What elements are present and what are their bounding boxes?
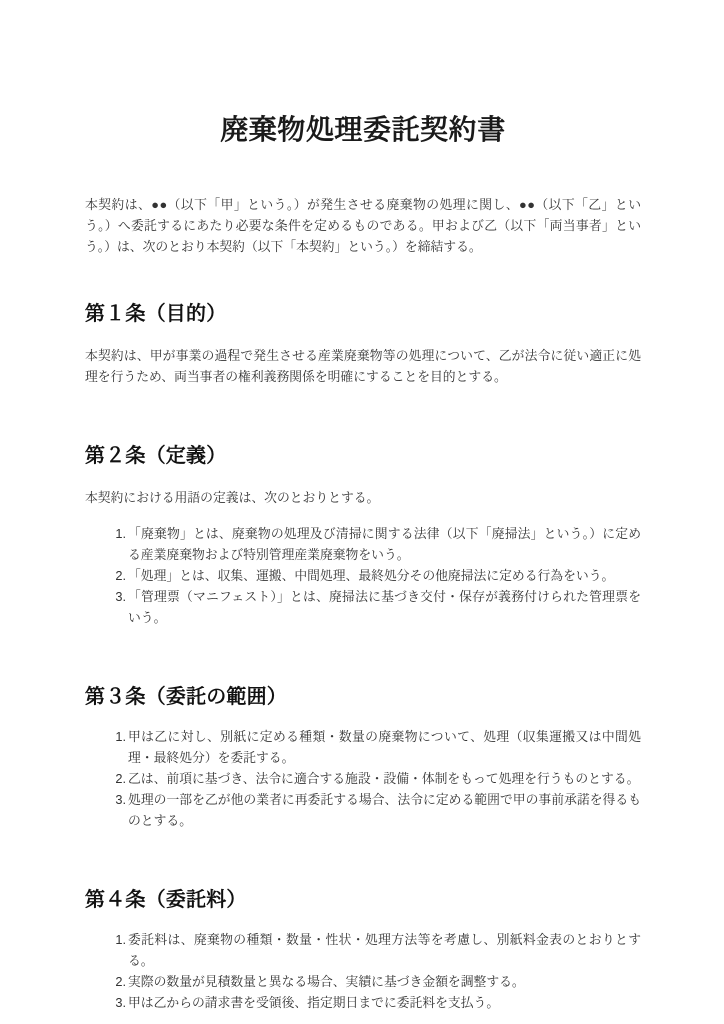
clause-item: 「処理」とは、収集、運搬、中間処理、最終処分その他廃掃法に定める行為をいう。: [128, 568, 615, 583]
article-heading-2: 第２条（定義）: [85, 445, 227, 467]
clause-item: 「管理票（マニフェスト）」とは、廃掃法に基づき交付・保存が義務付けられた管理票をいう。: [128, 589, 641, 625]
document-title: 廃棄物処理委託契約書: [220, 114, 506, 145]
clause-item: 乙は、前項に基づき、法令に適合する施設・設備・体制をもって処理を行うものとする。: [128, 771, 640, 786]
article-section-4: [85, 831, 641, 1013]
article-heading-4: 第４条（委託料）: [85, 889, 247, 911]
article-clause-list-4: [85, 914, 641, 1013]
article-body-2: 本契約における用語の定義は、次のとおりとする。: [85, 490, 380, 505]
article-heading-1: 第１条（目的）: [85, 303, 227, 325]
clause-item: 委託料は、廃棄物の種類・数量・性状・処理方法等を考慮し、別紙料金表のとおりとする。: [128, 932, 641, 968]
clause-item: 甲は乙に対し、別紙に定める種類・数量の廃棄物について、処理（収集運搬又は中間処理・最終処分）を委託する。: [128, 729, 641, 765]
clause-item: 「廃棄物」とは、廃棄物の処理及び清掃に関する法律（以下「廃掃法」という。）に定める産業廃棄物および特別管理産業廃棄物をいう。: [128, 526, 641, 562]
clause-item: 甲は乙からの請求書を受領後、指定期日までに委託料を支払う。: [128, 995, 500, 1010]
article-heading-3: 第３条（委託の範囲）: [85, 686, 287, 708]
article-clause-list-2: [85, 508, 641, 628]
article-body-1: 本契約は、甲が事業の過程で発生させる産業廃棄物等の処理について、乙が法令に従い適正に処理を行うため、両当事者の権利義務関係を明確にすることを目的とする。: [85, 348, 641, 384]
article-section-3: [85, 628, 641, 831]
article-clause-list-3: [85, 711, 641, 831]
clause-item: 処理の一部を乙が他の業者に再委託する場合、法令に定める範囲で甲の事前承諾を得るものとする。: [128, 792, 641, 828]
clause-item: 実際の数量が見積数量と異なる場合、実績に基づき金額を調整する。: [128, 974, 525, 989]
article-section-1: [85, 257, 641, 387]
article-section-2: [85, 387, 641, 628]
preamble-paragraph: 本契約は、●●（以下「甲」という。）が発生させる廃棄物の処理に関し、●●（以下「乙」という。）へ委託するにあたり必要な条件を定めるものである。甲および乙（以下「両当事者」という。）は、次のとおり本契約（以下「本契約」という。）を締結する。: [85, 197, 641, 254]
document-content: [85, 0, 641, 1013]
